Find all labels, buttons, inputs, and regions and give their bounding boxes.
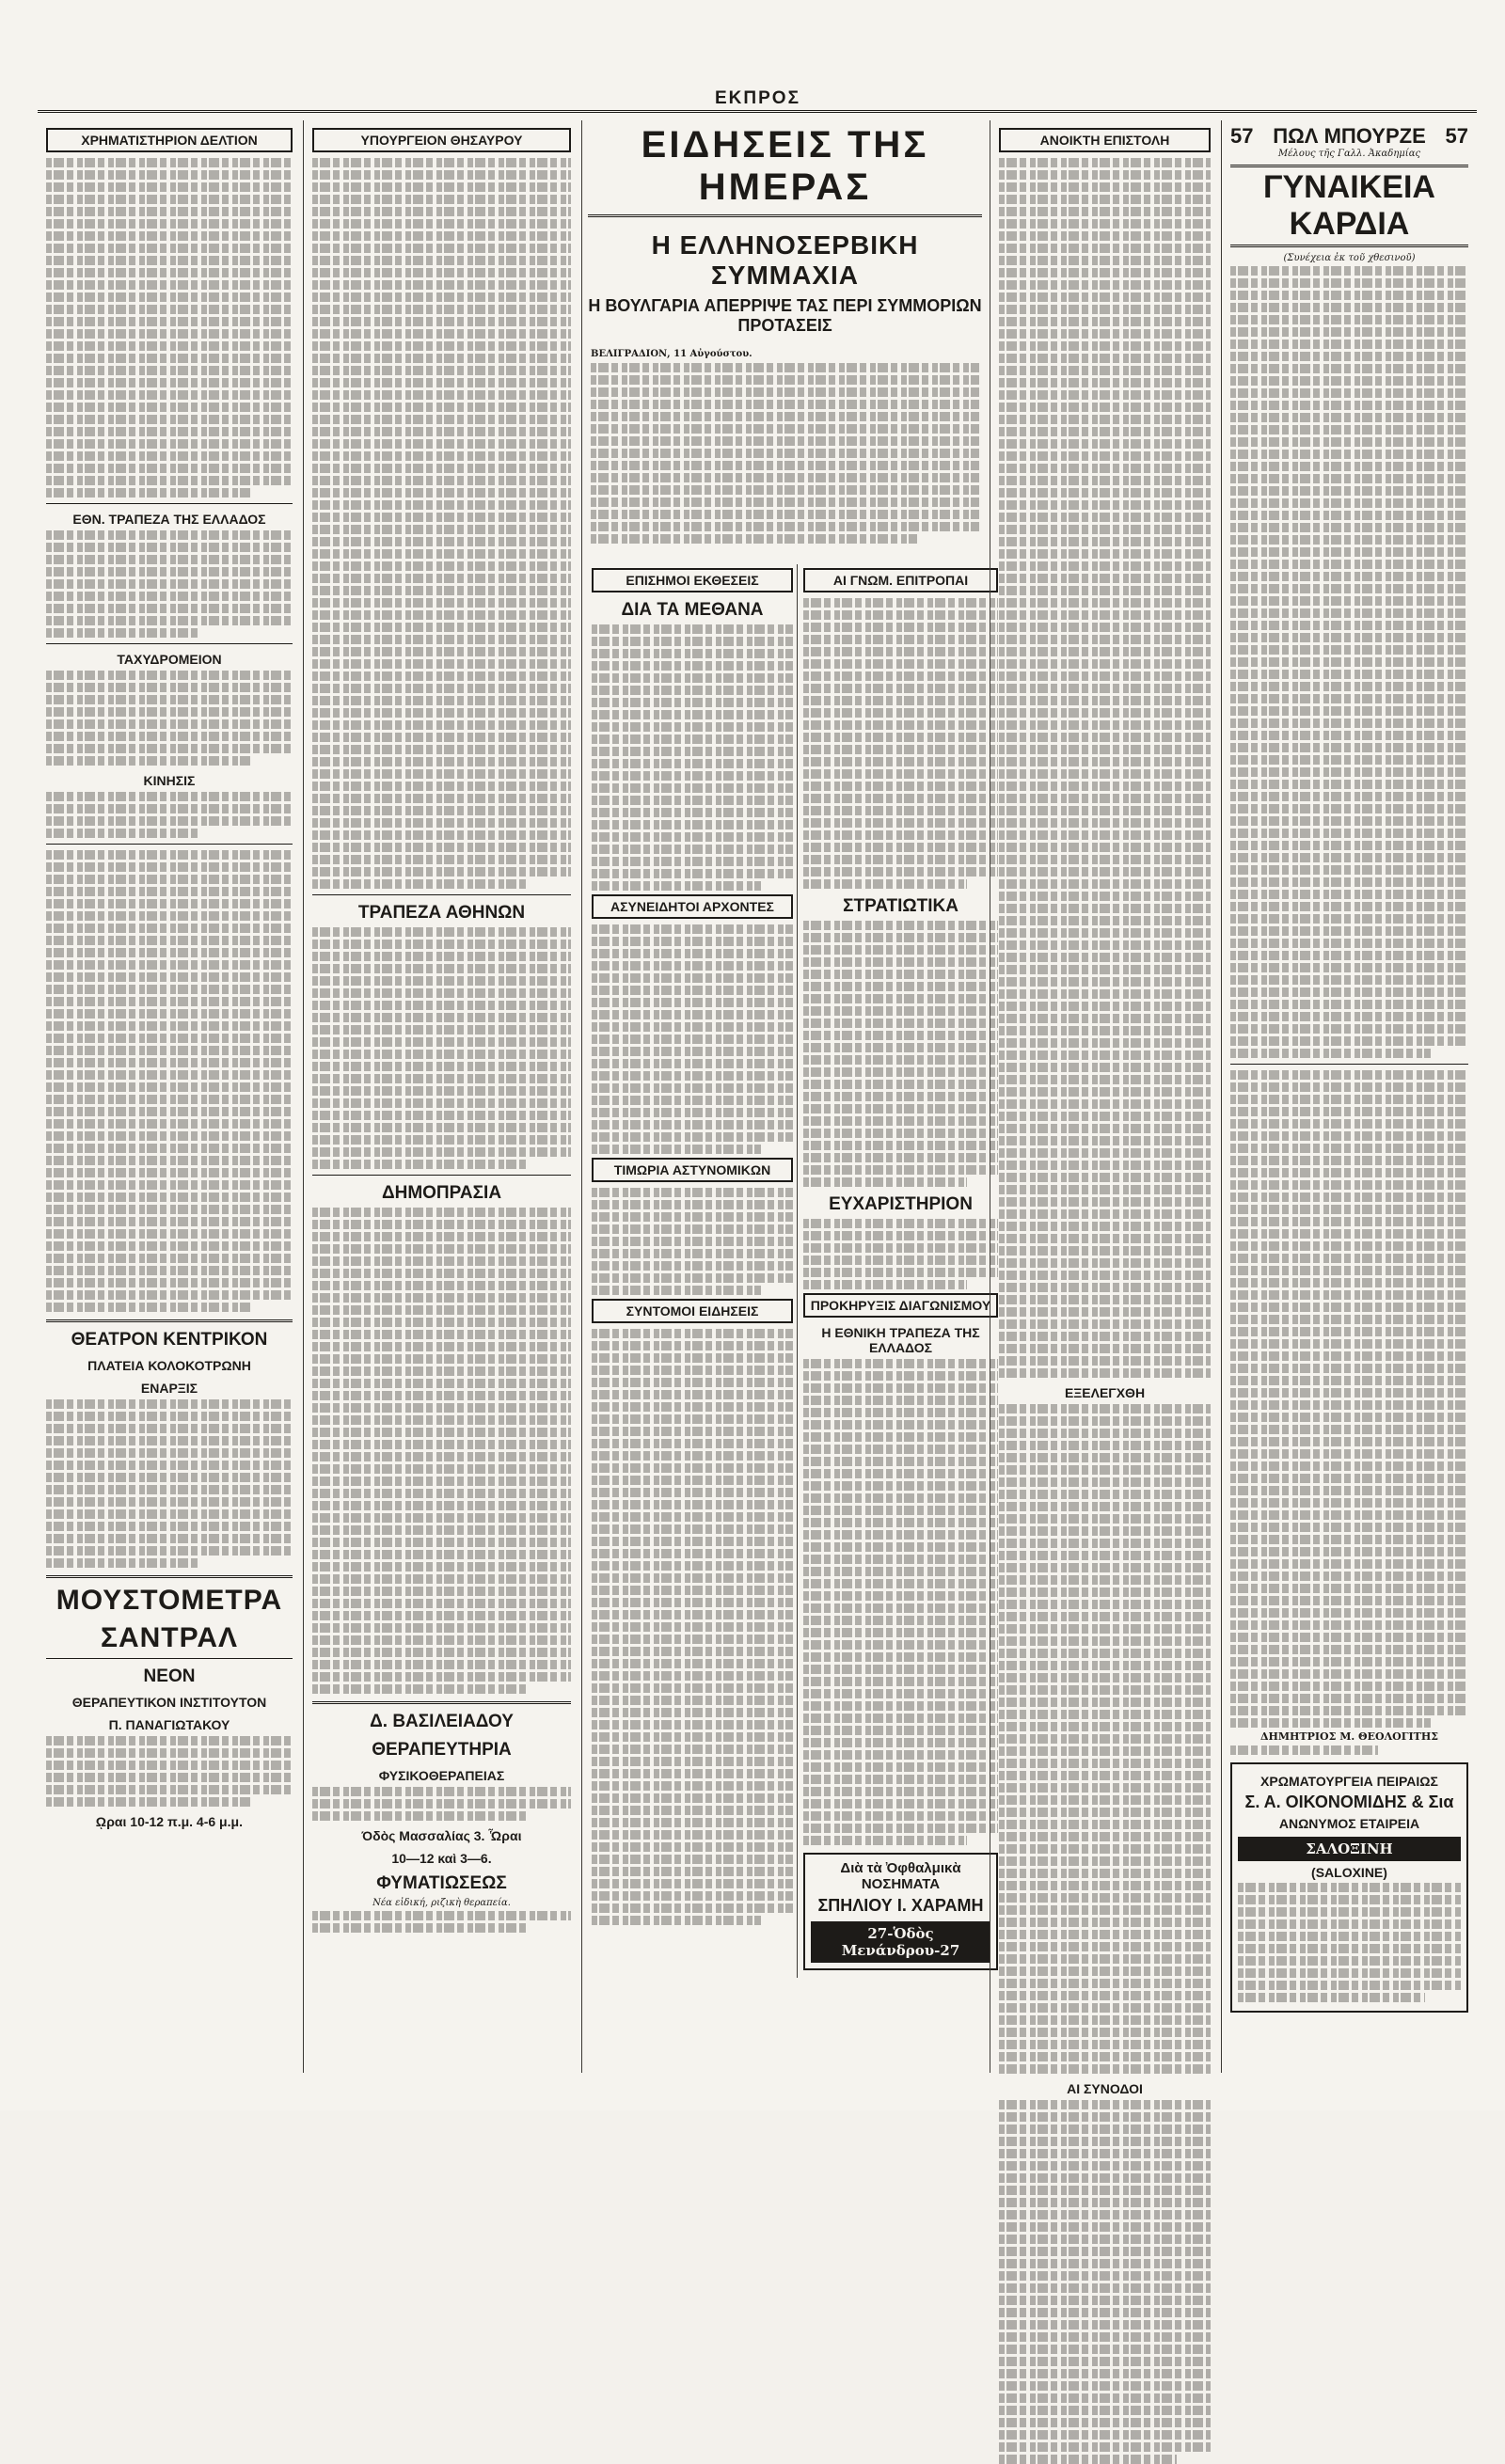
column-ministry [303, 120, 579, 2073]
masthead [38, 90, 1477, 113]
left-head-1: ΔΙΑ ΤΑ ΜΕΘΑΝΑ [621, 600, 764, 620]
left-head-4: ΣΥΝΤΟΜΟΙ ΕΙΔΗΣΕΙΣ [592, 1299, 793, 1323]
right-head-4: Η ΕΘΝΙΚΗ ΤΡΑΠΕΖΑ ΤΗΣ ΕΛΛΑΔΟΣ [821, 1325, 980, 1355]
stock-heading: ΧΡΗΜΑΤΙΣΤΗΡΙΟΝ ΔΕΛΤΙΟΝ [46, 128, 293, 152]
paint-ad-type: ΑΝΩΝΥΜΟΣ ΕΤΑΙΡΕΙΑ [1278, 1816, 1420, 1831]
theatre-place: ΠΛΑΤΕΙΑ ΚΟΛΟΚΟΤΡΩΝΗ [87, 1358, 251, 1373]
clinic-type: ΘΕΡΑΠΕΥΤΗΡΙΑ [372, 1740, 512, 1760]
notice-signature: ΔΗΜΗΤΡΙΟΣ Μ. ΘΕΟΛΟΓΙΤΗΣ [1259, 1730, 1439, 1743]
serial-header [1230, 124, 1468, 149]
tb-sub: Νέα εἰδική, ριζικὴ θεραπεία. [372, 1898, 511, 1908]
paint-ad-latin: (SALOXINE) [1311, 1865, 1387, 1880]
paint-ad-title: ΧΡΩΜΑΤΟΥΡΓΕΙΑ ΠΕΙΡΑΙΩΣ [1260, 1774, 1438, 1789]
serial-number-right: 57 [1445, 124, 1468, 148]
open-letter-subhead-2: ΑΙ ΣΥΝΟΔΟΙ [1067, 2081, 1143, 2096]
news-left-column [592, 564, 793, 1928]
column-news [581, 120, 991, 2073]
clinic-address: Όδὸς Μασσαλίας 3. Ὧραι [361, 1828, 522, 1843]
column-open-letter [990, 120, 1219, 2096]
left-head-0: ΕΠΙΣΗΜΟΙ ΕΚΘΕΣΕΙΣ [592, 568, 793, 592]
news-subheadline: Η ΒΟΥΛΓΑΡΙΑ ΑΠΕΡΡΙΨΕ ΤΑΣ ΠΕΡΙ ΣΥΜΜΟΡΙΩΝ ΠΡΟΤΑΣΕΙΣ [588, 296, 982, 335]
news-title: ΕΙΔΗΣΕΙΣ ΤΗΣ ΗΜΕΡΑΣ [588, 120, 982, 217]
tb-heading: ΦΥΜΑΤΙΩΣΕΩΣ [376, 1873, 507, 1893]
eye-ad-line1: Διὰ τὰ Ὀφθαλμικὰ ΝΟΣΗΜΑΤΑ [840, 1860, 961, 1892]
news-right-column [797, 564, 998, 1978]
news-dateline: ΒΕΛΙΓΡΑΔΙΟΝ, 11 Αὐγούστου. [591, 349, 752, 359]
institute-heading: ΝΕΟΝ [143, 1666, 196, 1686]
movement-heading: ΚΙΝΗΣΙΣ [143, 773, 196, 788]
column-stock-exchange [38, 120, 301, 2073]
paint-factory-ad [1230, 1762, 1468, 2013]
auction-heading: ΔΗΜΟΠΡΑΣΙΑ [381, 1183, 502, 1203]
eye-ad-line2: ΣΠΗΛΙΟΥ Ι. ΧΑΡΑΜΗ [817, 1896, 984, 1915]
institute-doctor: Π. ΠΑΝΑΓΙΩΤΑΚΟΥ [108, 1717, 230, 1732]
serial-author-subtitle: Μέλους τῆς Γαλλ. Ἀκαδημίας [1277, 149, 1421, 159]
serial-author: ΠΩΛ ΜΠΟΥΡΖΕ [1273, 124, 1426, 148]
serial-number-left: 57 [1230, 124, 1254, 148]
open-letter-subhead-1: ΕΞΕΛΕΓΧΘΗ [1064, 1385, 1146, 1400]
clinic-sub: ΦΥΣΙΚΟΘΕΡΑΠΕΙΑΣ [378, 1768, 505, 1783]
theatre-title: ΘΕΑΤΡΟΝ ΚΕΝΤΡΙΚΟΝ [71, 1330, 268, 1350]
eye-ad-line3: 27-Ὁδὸς Μενάνδρου-27 [811, 1921, 990, 1963]
serial-continued: (Συνέχεια ἐκ τοῦ χθεσινοῦ) [1283, 253, 1416, 263]
paint-ad-company: Σ. Α. ΟΙΚΟΝΟΜΙΔΗΣ & Σια [1244, 1793, 1454, 1811]
post-heading: ΤΑΧΥΔΡΟΜΕΙΟΝ [117, 652, 222, 667]
ad-santral: ΣΑΝΤΡΑΛ [100, 1621, 239, 1653]
left-head-2: ΑΣΥΝΕΙΔΗΤΟΙ ΑΡΧΟΝΤΕΣ [592, 894, 793, 919]
right-head-2: ΕΥΧΑΡΙΣΤΗΡΙΟΝ [829, 1194, 973, 1214]
theatre-start: ΕΝΑΡΞΙΣ [140, 1381, 198, 1396]
column-serial-novel [1221, 120, 1477, 2073]
clinic-hours: 10—12 καὶ 3—6. [391, 1851, 492, 1866]
open-letter-heading: ΑΝΟΙΚΤΗ ΕΠΙΣΤΟΛΗ [999, 128, 1211, 152]
bank-athens-heading: ΤΡΑΠΕΖΑ ΑΘΗΝΩΝ [357, 903, 526, 923]
right-head-1: ΣΤΡΑΤΙΩΤΙΚΑ [843, 896, 958, 916]
left-head-3: ΤΙΜΩΡΙΑ ΑΣΤΥΝΟΜΙΚΩΝ [592, 1158, 793, 1182]
masthead-name: ΕΚΠΡΟΣ [715, 88, 800, 108]
serial-title: ΓΥΝΑΙΚΕΙΑ ΚΑΡΔΙΑ [1230, 165, 1468, 247]
eye-doctor-ad [803, 1853, 998, 1970]
clinic-name: Δ. ΒΑΣΙΛΕΙΑΔΟΥ [370, 1712, 514, 1731]
ministry-heading: ΥΠΟΥΡΓΕΙΟΝ ΘΗΣΑΥΡΟΥ [312, 128, 571, 152]
stock-table [46, 158, 293, 498]
ad-moustometra: ΜΟΥΣΤΟΜΕΤΡΑ [55, 1585, 283, 1616]
right-head-3: ΠΡΟΚΗΡΥΞΙΣ ΔΙΑΓΩΝΙΣΜΟΥ [803, 1293, 998, 1318]
institute-hours: ῼραι 10-12 π.μ. 4-6 μ.μ. [96, 1814, 243, 1829]
news-headline: Η ΕΛΛΗΝΟΣΕΡΒΙΚΗ ΣΥΜΜΑΧΙΑ [651, 230, 919, 290]
bank-heading: ΕΘΝ. ΤΡΑΠΕΖΑ ΤΗΣ ΕΛΛΑΔΟΣ [72, 512, 266, 527]
institute-name: ΘΕΡΑΠΕΥΤΙΚΟΝ ΙΝΣΤΙΤΟΥΤΟΝ [71, 1695, 267, 1710]
paint-ad-product: ΣΑΛΟΞΙΝΗ [1238, 1837, 1461, 1861]
right-head-0: ΑΙ ΓΝΩΜ. ΕΠΙΤΡΟΠΑΙ [803, 568, 998, 592]
